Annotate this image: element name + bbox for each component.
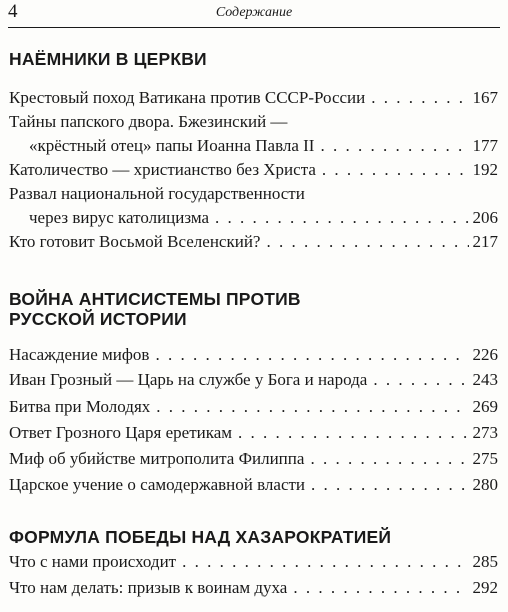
dot-leader — [310, 447, 468, 471]
page-header — [8, 0, 500, 26]
section-title-line: РУССКОЙ ИСТОРИИ — [9, 309, 187, 329]
entry-title: Тайны папского двора. Бжезинский — — [9, 112, 288, 131]
toc-entry — [9, 550, 498, 574]
dot-leader — [293, 576, 468, 600]
entry-title: Битва при Молодях — [9, 397, 151, 416]
entry-title: Кто готовит Восьмой Вселенский? — [9, 232, 261, 251]
dot-leader — [371, 86, 468, 110]
entry-title-cont: «крёстный отец» папы Иоанна Павла II — [29, 136, 315, 155]
entry-page: 192 — [472, 160, 498, 179]
entry-title: Что нам делать: призыв к воинам духа — [9, 578, 288, 597]
entry-page: 273 — [472, 423, 498, 442]
entry-title: Насаждение мифов — [9, 345, 150, 364]
dot-leader — [156, 395, 468, 419]
entry-title: Развал национальной государственности — [9, 184, 305, 203]
entry-title-cont: через вирус католицизма — [29, 208, 210, 227]
page-number: 4 — [8, 1, 18, 22]
toc-entry — [9, 576, 498, 600]
entry-title: Крестовый поход Ватикана против СССР-России — [9, 88, 366, 107]
dot-leader — [182, 550, 468, 574]
entry-page: 269 — [472, 397, 498, 416]
entry-page: 243 — [472, 370, 498, 389]
dot-leader — [320, 134, 468, 158]
entry-page: 217 — [472, 232, 498, 251]
section-title — [9, 49, 498, 69]
toc-entry — [9, 421, 498, 445]
toc-entry — [9, 182, 498, 230]
section-title-line: ВОЙНА АНТИСИСТЕМЫ ПРОТИВ — [9, 289, 301, 309]
entry-title: Что с нами происходит — [9, 552, 177, 571]
dot-leader — [311, 473, 468, 497]
entry-title: Царское учение о самодержавной власти — [9, 475, 306, 494]
running-title: Содержание — [215, 5, 293, 20]
entry-title: Иван Грозный — Царь на службе у Бога и народа — [9, 370, 368, 389]
entry-page: 206 — [472, 208, 498, 227]
toc-entry — [9, 230, 498, 254]
dot-leader — [322, 158, 469, 182]
toc-entry — [9, 473, 498, 497]
header-rule — [8, 27, 500, 28]
toc-entry — [9, 86, 498, 110]
toc-entry — [9, 110, 498, 158]
entry-page: 177 — [472, 136, 498, 155]
toc-entry — [9, 395, 498, 419]
entry-title: Ответ Грозного Царя еретикам — [9, 423, 233, 442]
section-title-line: НАЁМНИКИ В ЦЕРКВИ — [9, 49, 207, 69]
section-title — [9, 527, 498, 547]
section-title — [9, 289, 498, 329]
dot-leader — [373, 368, 468, 392]
dot-leader — [266, 230, 468, 254]
toc-entry — [9, 158, 498, 182]
entry-page: 292 — [472, 578, 498, 597]
entry-title: Католичество — христианство без Христа — [9, 160, 316, 179]
entry-page: 167 — [472, 88, 498, 107]
toc-entry — [9, 447, 498, 471]
entry-page: 280 — [472, 475, 498, 494]
entry-page: 285 — [472, 552, 498, 571]
section-title-line: ФОРМУЛА ПОБЕДЫ НАД ХАЗАРОКРАТИЕЙ — [9, 527, 392, 547]
toc-entry — [9, 368, 498, 392]
dot-leader — [238, 421, 468, 445]
entry-page: 226 — [472, 345, 498, 364]
dot-leader — [155, 343, 468, 367]
entry-title: Миф об убийстве митрополита Филиппа — [9, 449, 305, 468]
dot-leader — [215, 206, 468, 230]
entry-page: 275 — [472, 449, 498, 468]
toc-entry — [9, 343, 498, 367]
